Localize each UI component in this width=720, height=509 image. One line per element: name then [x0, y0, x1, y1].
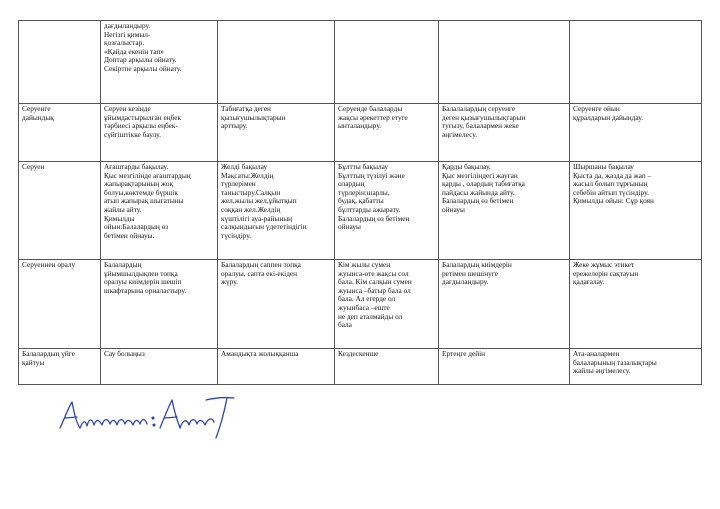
cell-text-line: жайлы әңгімелесу. [573, 366, 631, 376]
cell-text-line: Балалалардың серуенге [442, 104, 516, 113]
cell-text-line: «Қайда екенін тап» [104, 46, 164, 56]
cell-text-line: Қимылды ойын: Сұр қоян [573, 196, 654, 206]
cell-text-line: қадағалау. [573, 277, 605, 287]
cell-text-line: атып жапырақ шығатыны [104, 196, 184, 206]
cell-text-line: Шыршаны бақылау [573, 162, 634, 171]
cell-text-line: соққан жел.Желдің [221, 204, 281, 214]
plan-cell [218, 349, 335, 385]
cell-text-line: жуынбаса –еште [338, 302, 390, 312]
cell-text-line: Серуен кезінде [104, 104, 151, 113]
handwritten-signature [56, 388, 241, 448]
cell-text-line: Балалардың саппен топқа [221, 260, 301, 269]
cell-text-line: шкафтарына орналастыру. [104, 285, 187, 295]
plan-cell [218, 104, 335, 162]
cell-text-line: Балалардың өз бетімен [338, 213, 410, 223]
plan-cell [335, 260, 439, 349]
row-label-cell [19, 349, 101, 385]
cell-text-line: Ағаштарды бақылау. [104, 162, 169, 171]
cell-text-line: жуынса-өте жақсы сол [338, 268, 409, 278]
cell-text-line: Кім жылы сумен [338, 260, 391, 269]
cell-text-line: дайындық [22, 112, 54, 122]
cell-text-line: қызығушылықтарын [221, 112, 286, 122]
plan-cell [439, 104, 570, 162]
row-label-cell [19, 260, 101, 349]
plan-row [19, 349, 702, 385]
cell-text-line: бала. Ал егерде ол [338, 294, 396, 304]
cell-text-line: Қимылды [104, 213, 135, 223]
cell-text-line: Амандықта жолыққанша [221, 349, 299, 358]
plan-cell [570, 349, 702, 385]
cell-text-line: Негізгі қимыл- [104, 29, 151, 39]
cell-text-line: Доптар арқылы ойнату. [104, 55, 177, 65]
cell-text-line: не деп аталмайды ол [338, 311, 403, 321]
cell-text-line: қозғалыстар. [104, 38, 145, 48]
plan-cell [218, 260, 335, 349]
cell-text-line: жасыл болып тұрғының [573, 179, 648, 189]
cell-text-line: ойнауы [442, 204, 465, 214]
cell-text-line: қарды , олардың табиғатқа [442, 179, 525, 189]
plan-cell [439, 21, 570, 104]
cell-text-line: арттыру. [221, 121, 248, 131]
cell-text-line: тәрбиесі арқылы еңбек- [104, 121, 178, 131]
cell-text-line: түрлерімен [221, 179, 256, 189]
plan-cell [335, 104, 439, 162]
cell-text-line: оралуы, сапта екі-екіден [221, 268, 298, 278]
plan-cell [335, 162, 439, 260]
cell-text-line: пайдасы жайында айту. [442, 187, 515, 197]
cell-text-line: жапырақтарының жоқ [104, 179, 174, 189]
plan-cell [439, 162, 570, 260]
cell-text-line: дағдыландыру. [442, 277, 489, 287]
cell-text-line: жуынса –батыр бала ол [338, 285, 411, 295]
plan-cell [218, 162, 335, 260]
plan-cell [335, 349, 439, 385]
cell-text-line: құралдарын дайындау. [573, 112, 644, 122]
cell-text-line: ұйымшылдықпен топқа [104, 268, 178, 278]
plan-cell [101, 260, 218, 349]
cell-text-line: Қыс мезгілінде ағаштардың [104, 170, 191, 180]
cell-text-line: бұлттарды ажырату. [338, 204, 401, 214]
cell-text-line: Серуенге [22, 104, 51, 113]
cell-text-line: сүйгіштікке баулу. [104, 129, 161, 139]
plan-cell [101, 349, 218, 385]
cell-text-line: бетімен ойнауы. [104, 230, 155, 240]
cell-text-line: Сау болыңыз [104, 349, 145, 358]
plan-cell [101, 104, 218, 162]
plan-cell [101, 162, 218, 260]
cell-text-line: ойнауы [338, 222, 361, 232]
cell-text-line: Бұлтты бақылау [338, 162, 389, 171]
cell-text-line: бала [338, 320, 352, 330]
plan-row [19, 260, 702, 349]
cell-text-line: түсіндіру. [221, 230, 252, 240]
cell-text-line: Қарды бақылау. [442, 162, 491, 171]
cell-text-line: ретімен шешінуге [442, 268, 498, 278]
cell-text-line: Секіртпе арқылы ойнату. [104, 63, 182, 73]
cell-text-line: Балалардың үйге [22, 349, 75, 358]
plan-cell [570, 21, 702, 104]
cell-text-line: Қыс мезгіліндегі жауған [442, 170, 518, 180]
cell-text-line: себебін айтып түсіндіру. [573, 187, 649, 197]
cell-text-line: күштілігі ауа-райының [221, 213, 293, 223]
cell-text-line: Ертеңге дейін [442, 349, 486, 358]
daily-plan-table [18, 20, 702, 385]
cell-text-line: ұйымдастырылған еңбек [104, 112, 182, 122]
cell-text-line: Желді бақылау [221, 162, 268, 171]
cell-text-line: Серуенге ойын [573, 104, 620, 113]
cell-text-line: Кездескенше [338, 349, 379, 358]
plan-cell [218, 21, 335, 104]
plan-row [19, 21, 702, 104]
plan-cell [101, 21, 218, 104]
cell-text-line: деген қызығушылықтарын [442, 112, 526, 122]
plan-table-body [19, 21, 702, 385]
cell-text-line: әңгімелесу. [442, 129, 477, 139]
cell-text-line: будақ, қабатты [338, 196, 384, 206]
cell-text-line: ережелерін сақтауын [573, 268, 639, 278]
cell-text-line: жүру. [221, 277, 238, 287]
cell-text-line: Серуеннен оралу [22, 260, 76, 269]
row-label-cell [19, 21, 101, 104]
cell-text-line: жел,жылы жел,ұйытқып [221, 196, 297, 206]
cell-text-line: болуы,көктемде бүршік [104, 187, 178, 197]
cell-text-line: Ата-аналармен [573, 349, 620, 358]
plan-cell [335, 21, 439, 104]
cell-text-line: таныстыру.Салқын [221, 187, 281, 197]
cell-text-line: олардың [338, 179, 365, 189]
cell-text-line: Серуенде балаларды [338, 104, 403, 113]
cell-text-line: ынталандыру. [338, 121, 382, 131]
cell-text-line: жақсы әрекеттер етуге [338, 112, 408, 122]
cell-text-line: оралуы киімдерін шешіп [104, 277, 182, 287]
cell-text-line: түрлерін:шарлы, [338, 187, 390, 197]
cell-text-line: Серуен [22, 162, 45, 171]
plan-cell [570, 260, 702, 349]
plan-row [19, 162, 702, 260]
plan-cell [570, 162, 702, 260]
cell-text-line: Балалардың өз бетімен [442, 196, 514, 206]
cell-text-line: ойын:Балалардың өз [104, 222, 169, 232]
cell-text-line: қайтуы [22, 357, 45, 367]
plan-cell [439, 349, 570, 385]
plan-row [19, 104, 702, 162]
row-label-cell [19, 162, 101, 260]
cell-text-line: Балалардың киімдерін [442, 260, 512, 269]
cell-text-line: дағдыландыру. [104, 21, 151, 30]
cell-text-line: туғызу, балалармен жеке [442, 121, 519, 131]
cell-text-line: Қыста да, жазда да жап – [573, 170, 652, 180]
plan-cell [439, 260, 570, 349]
cell-text-line: жайлы айту. [104, 204, 142, 214]
cell-text-line: Табиғатқа деген [221, 104, 271, 113]
plan-cell [570, 104, 702, 162]
cell-text-line: салқындығын үдететіндігін [221, 222, 307, 232]
cell-text-line: Бұлттың түзілуі және [338, 170, 405, 180]
row-label-cell [19, 104, 101, 162]
cell-text-line: балаларының тазалықтары [573, 357, 657, 367]
cell-text-line: Мақсаты:Желдің [221, 170, 274, 180]
cell-text-line: Жеке жұмыс этикет [573, 260, 635, 269]
cell-text-line: Балалардың [104, 260, 142, 269]
cell-text-line: бала. Кім салқын сумен [338, 277, 412, 287]
